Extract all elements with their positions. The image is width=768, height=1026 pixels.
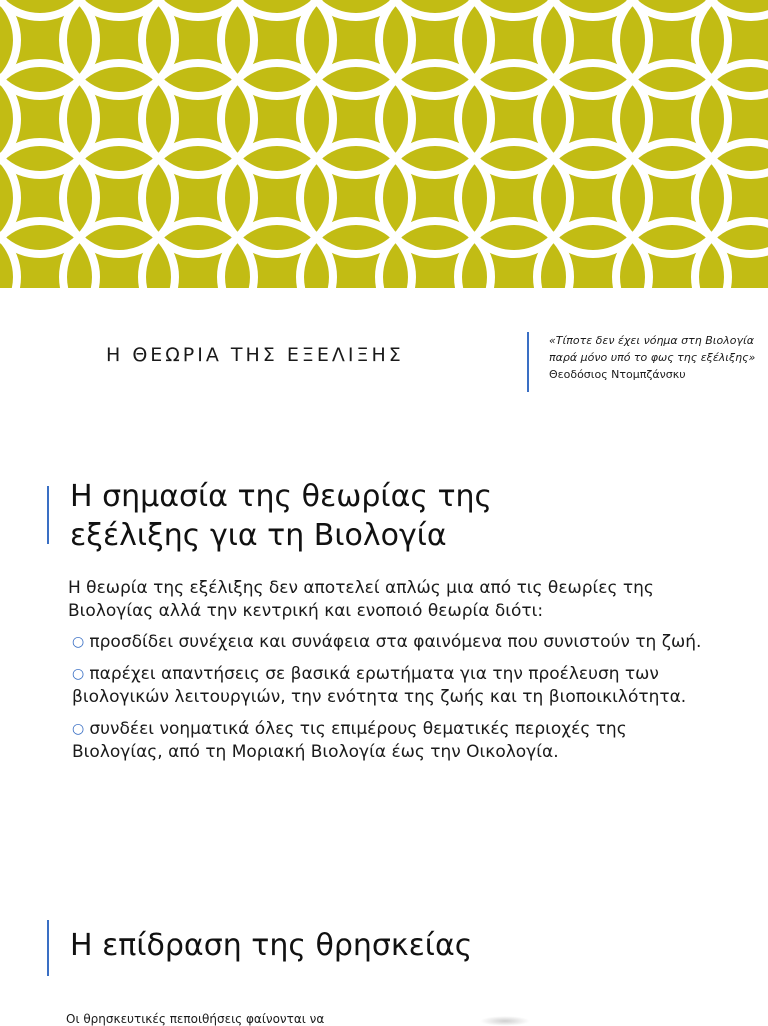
quote-box	[527, 332, 759, 392]
partial-image	[480, 1016, 530, 1026]
bullet-list	[68, 631, 708, 773]
title-row	[0, 320, 768, 400]
section-accent-bar	[47, 486, 49, 544]
list-item	[68, 718, 708, 764]
section-accent-bar	[47, 920, 49, 976]
presentation-title: Η ΘΕΩΡΙΑ ΤΗΣ ΕΞΕΛΙΞΗΣ	[106, 344, 404, 366]
intro-paragraph: Η θεωρία της εξέλιξης δεν αποτελεί απλώς μια από τις θεωρίες της Βιολογίας αλλά την κεντρική και ενοποιό θεωρία διότι:	[68, 578, 654, 621]
section-text: Οι θρησκευτικές πεποιθήσεις φαίνονται να	[66, 1012, 325, 1026]
circle-bullet-icon: ○	[72, 666, 85, 682]
quote-text: «Τίποτε δεν έχει νόημα στη Βιολογία παρά μόνο υπό το φως της εξέλιξης»	[549, 334, 756, 364]
circle-bullet-icon: ○	[72, 721, 85, 737]
circle-bullet-icon: ○	[72, 634, 85, 650]
list-item	[68, 631, 708, 654]
circle-pattern	[0, 0, 768, 288]
bullet-text: προσδίδει συνέχεια και συνάφεια στα φαινόμενα που συνιστούν τη ζωή.	[89, 632, 702, 652]
section-heading: Η επίδραση της θρησκείας	[70, 928, 473, 963]
quote-author: Θεοδόσιος Ντομπζάνσκυ	[549, 368, 686, 381]
heading-line-1: Η σημασία της θεωρίας της	[70, 479, 493, 514]
bullet-text: παρέχει απαντήσεις σε βασικά ερωτήματα για την προέλευση των βιολογικών λειτουργιών, την ενότητα της ζωής και τη βιοποικιλότητα.	[72, 664, 687, 707]
bullet-text: συνδέει νοηματικά όλες τις επιμέρους θεματικές περιοχές της Βιολογίας, από τη Μοριακή Βιολογία έως την Οικολογία.	[72, 719, 627, 762]
heading-line-2: εξέλιξης για τη Βιολογία	[70, 518, 447, 553]
list-item	[68, 663, 708, 709]
pattern-banner	[0, 0, 768, 288]
section-heading	[70, 477, 492, 555]
